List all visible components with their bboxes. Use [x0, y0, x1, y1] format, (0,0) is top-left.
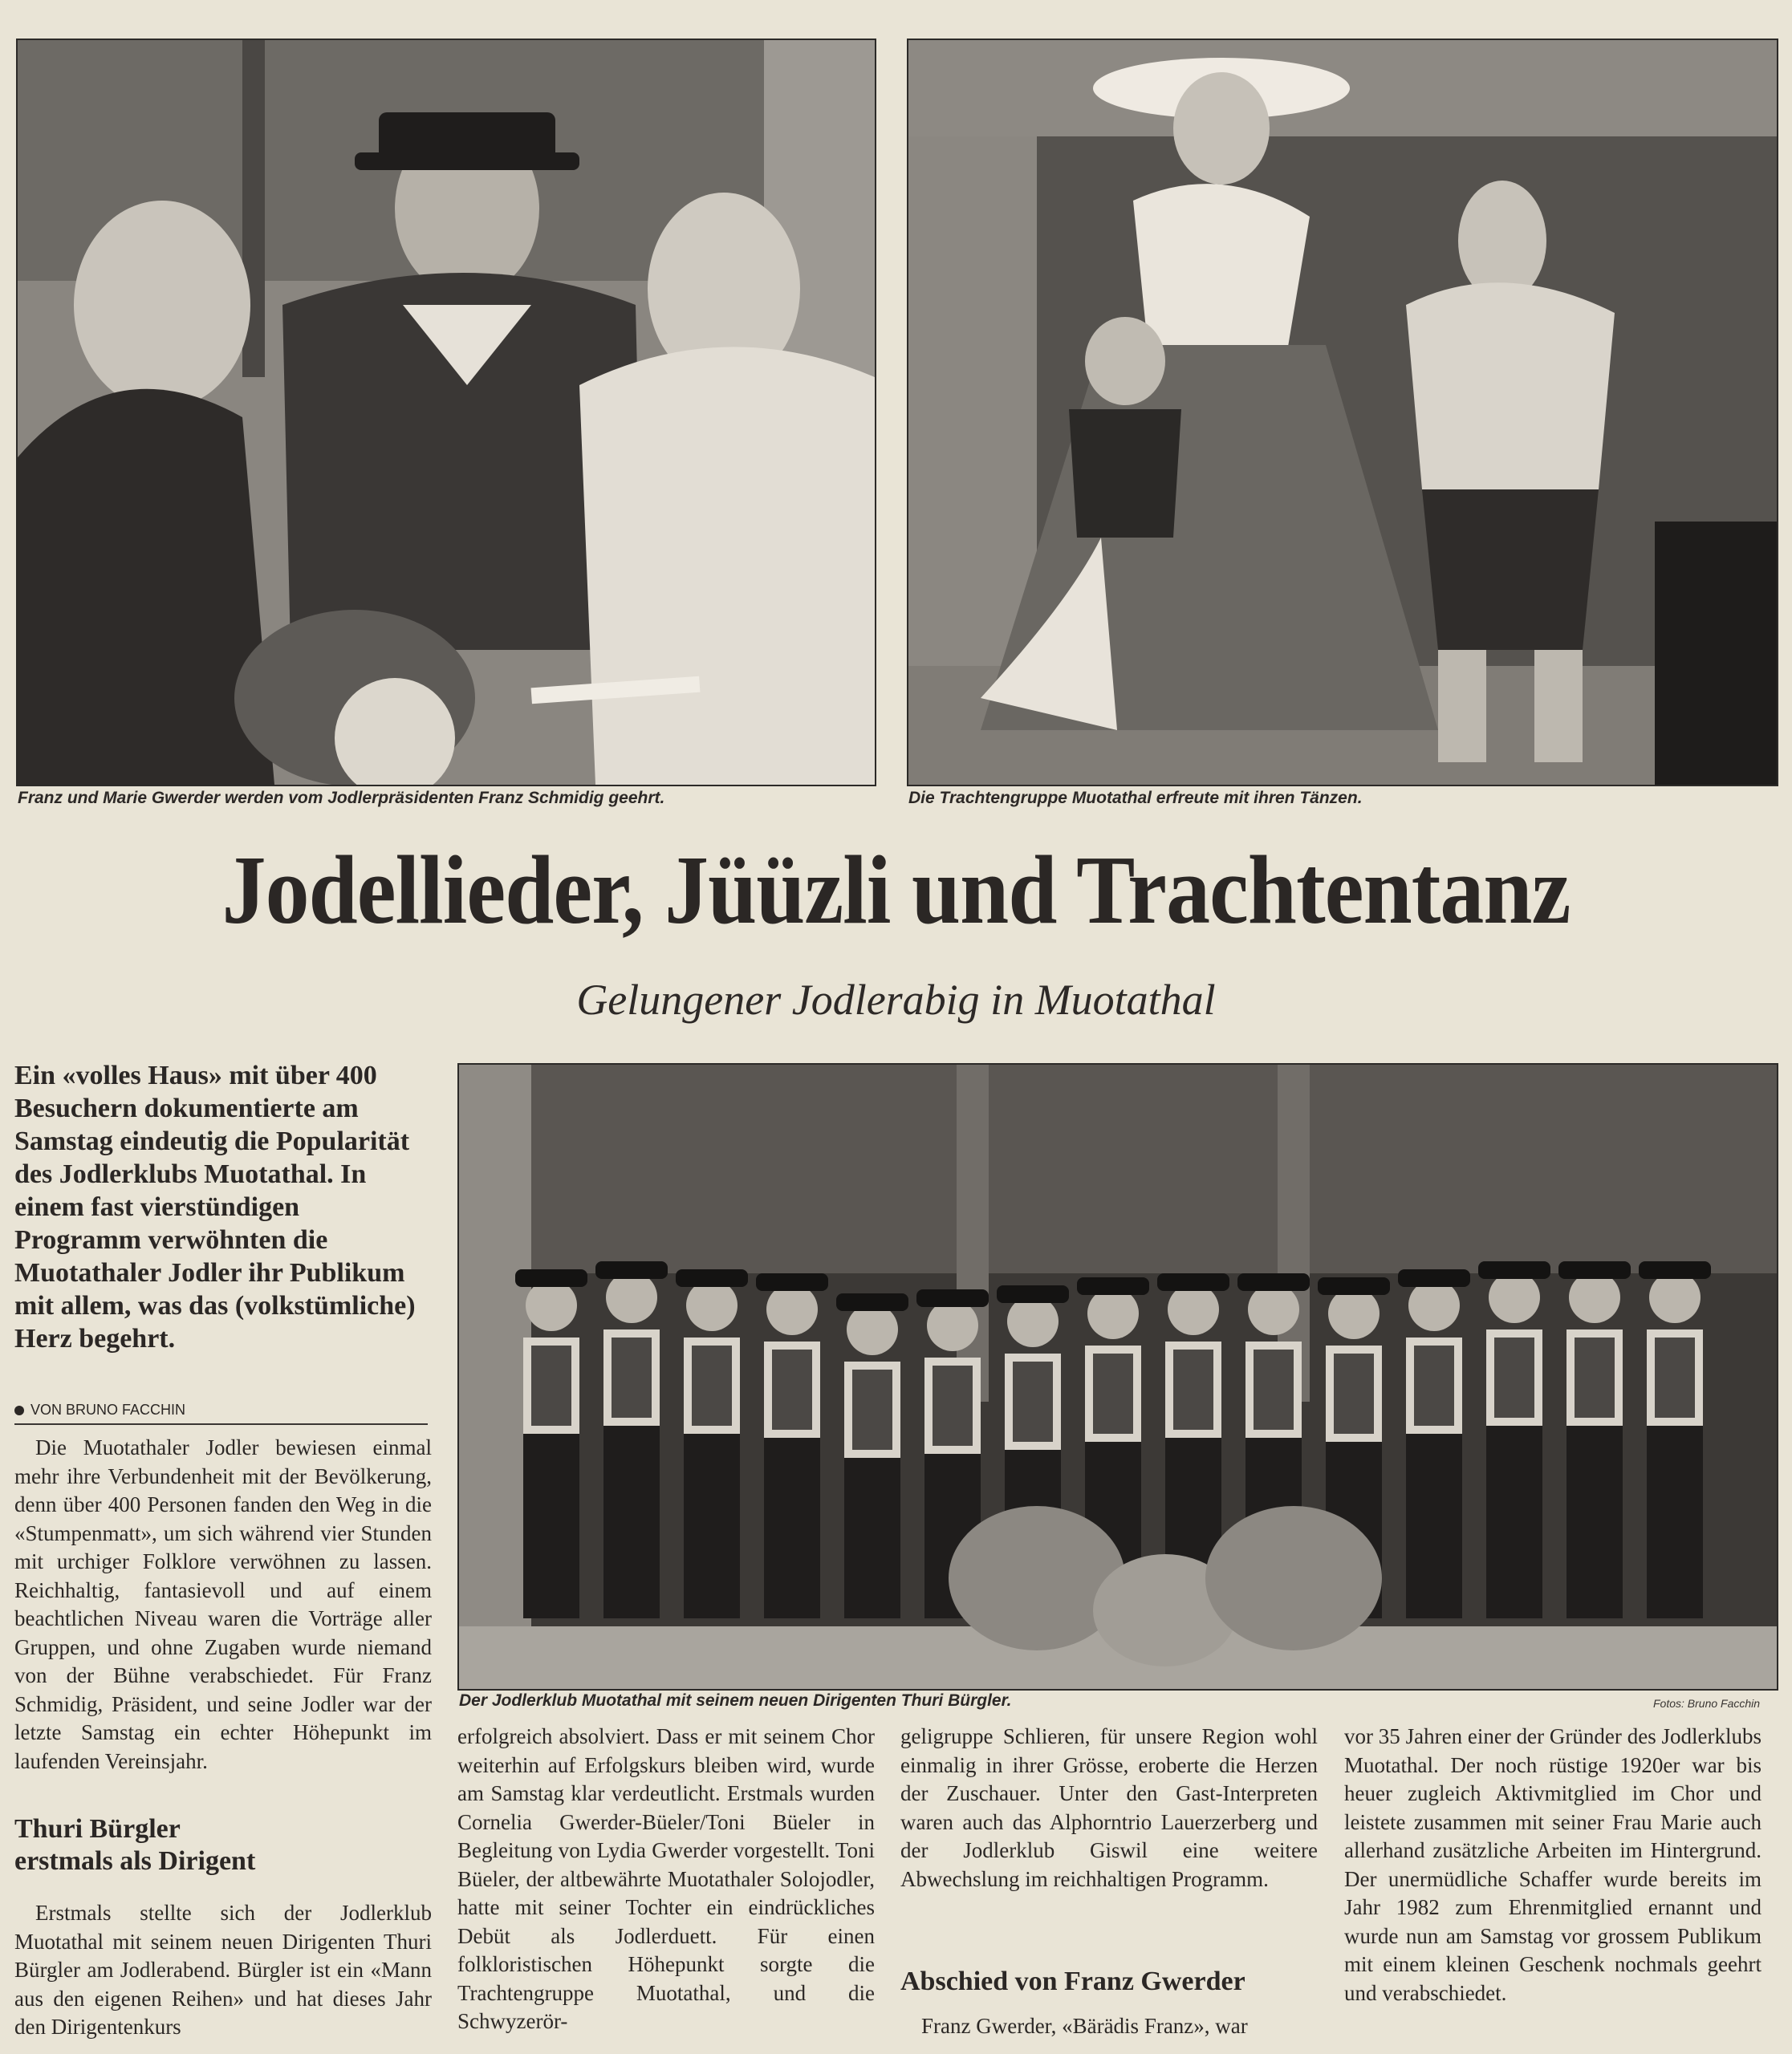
lead-paragraph: Ein «volles Haus» mit über 400 Besuchern dokumentierte am Samstag eindeutig die Popularität des Jodlerklubs Muotathal. In einem fast vierstündigen Programm verwöhnten die Muotathaler Jodler ihr Publikum mit allem, was das (volkstümliche) Herz begehrt. [14, 1061, 416, 1354]
subheadline: Gelungener Jodlerabig in Muotathal [576, 976, 1216, 1024]
body-column-2 [457, 1723, 875, 2036]
body-paragraph-2: Erstmals stellte sich der Jodlerklub Muotathal mit seinem neuen Dirigenten Thuri Bürgler am Jodlerabend. Bürgler ist ein «Mann aus den eigenen Reihen» und hat dieses Jahr den Dirigentenkurs [14, 1901, 432, 2039]
body-paragraph-4: geligruppe Schlieren, für unsere Region wohl einmalig in ihrer Grösse, eroberte die Herzen der Zuschauer. Unter den Gast-Interpreten waren auch das Alphorntrio Lauerzerberg und der Jodlerklub Giswil eine weitere Abwechslung im reichhaltigen Programm. [900, 1724, 1318, 1891]
body-column-4 [1344, 1723, 1762, 2007]
byline-text: VON BRUNO FACCHIN [30, 1402, 186, 1418]
photo-credit: Fotos: Bruno Facchin [1653, 1697, 1761, 1710]
body-column-1 [14, 1434, 432, 1776]
body-paragraph-1: Die Muotathaler Jodler bewiesen einmal mehr ihre Verbundenheit mit der Bevölkerung, denn über 400 Personen fanden den Weg in die «Stumpenmatt», um sich während vier Stunden mit urchiger Folklore verwöhnen zu lassen. Reichhaltig, fantasievoll und auf einem beachtlichen Niveau waren die Vorträge aller Gruppen, und ohne Zugaben wurde niemand von der Bühne verabschiedet. Für Franz Schmidig, Präsident, und seine Jodler war der letzte Samstag ein echter Höhepunkt im laufenden Vereinsjahr. [14, 1435, 432, 1773]
body-column-3 [900, 1723, 1318, 1894]
photo-caption-dance: Die Trachtengruppe Muotathal erfreute mit ihren Tänzen. [908, 789, 1363, 807]
body-paragraph-6: vor 35 Jahren einer der Gründer des Jodlerklubs Muotathal. Der noch rüstige 1920er war bis heuer zugleich Aktivmitglied im Chor und leistete zusammen mit seiner Frau Marie auch allerhand zusätzliche Arbeiten im Hintergrund. Der unermüdliche Schaffer wurde bereits im Jahr 1982 zum Ehrenmitglied ernannt und wurde nun am Samstag vor grossem Publikum mit einem kleinen Geschenk nochmals geehrt und verabschiedet. [1344, 1724, 1762, 2005]
photo-caption-choir: Der Jodlerklub Muotathal mit seinem neuen Dirigenten Thuri Bürgler. [459, 1691, 1012, 1710]
body-paragraph-3: erfolgreich absolviert. Dass er mit seinem Chor weiterhin auf Erfolgskurs bleiben wird, wurde am Samstag klar verdeutlicht. Erstmals wurden Cornelia Gwerder-Büeler/Toni Büeler in Begleitung von Lydia Gwerder vorgestellt. Toni Büeler, der altbewährte Muotathaler Solojodler, hatte mit seiner Tochter ein eindrückliches Debüt als Jodlerduett. Für einen folkloristischen Höhepunkt sorgte die Trachtengruppe Muotathal, und die Schwyzerör- [457, 1724, 875, 2033]
subhead-dirigent: Thuri Bürgler erstmals als Dirigent [14, 1814, 256, 1876]
photo-honoring [16, 39, 876, 786]
body-column-3b [900, 2012, 1318, 2041]
headline: Jodellieder, Jüüzli und Trachtentanz [221, 836, 1571, 944]
byline [14, 1402, 428, 1425]
body-paragraph-5: Franz Gwerder, «Bärädis Franz», war [921, 2014, 1248, 2038]
subhead-abschied: Abschied von Franz Gwerder [900, 1967, 1245, 1996]
byline-bullet-icon [14, 1406, 24, 1415]
photo-choir [457, 1063, 1778, 1691]
body-column-1b [14, 1899, 432, 2042]
photo-caption-honoring: Franz und Marie Gwerder werden vom Jodlerpräsidenten Franz Schmidig geehrt. [18, 789, 665, 807]
photo-dance [907, 39, 1778, 786]
